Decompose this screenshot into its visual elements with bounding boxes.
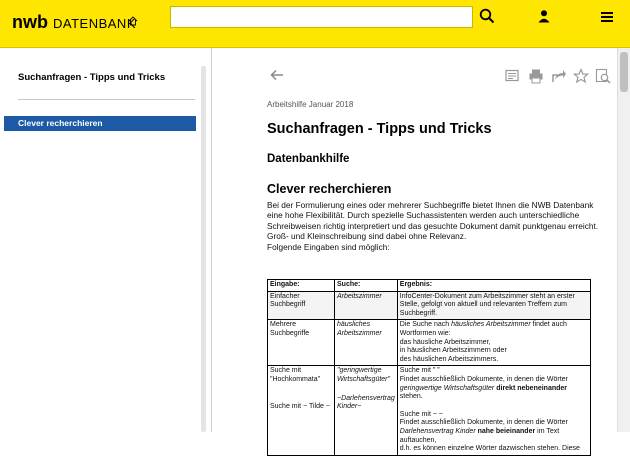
search-input[interactable] [170, 6, 473, 28]
back-button[interactable] [269, 68, 285, 82]
menu-icon-bar [601, 16, 613, 18]
result-text-italic: Darlehensvertrag Kinder [399, 427, 476, 435]
table-row [268, 366, 591, 455]
menu-icon-bar [601, 20, 613, 22]
table-header-cell: Eingabe: [268, 280, 335, 292]
table-cell-input: Mehrere Suchbegriffe [268, 320, 335, 366]
share-button[interactable] [551, 68, 567, 84]
document-scrollbar[interactable] [617, 48, 630, 432]
sidebar-scrollbar[interactable] [201, 66, 206, 432]
result-text-bold: direkt nebeneinander [496, 384, 568, 392]
menu-button[interactable] [598, 8, 616, 26]
search-document-icon [595, 68, 611, 84]
result-text: des häuslichen Arbeitszimmers. [399, 355, 499, 363]
result-text: Die Suche nach [399, 321, 450, 329]
document-category: Arbeitshilfe Januar 2018 [267, 100, 354, 109]
table-cell-search [335, 366, 398, 455]
intro-text-line2: Folgende Eingaben sind möglich: [267, 241, 390, 252]
document-subtitle: Datenbankhilfe [267, 153, 350, 165]
logo-product: DATENBANK [53, 16, 136, 31]
sidebar-divider [18, 99, 195, 100]
section-heading: Clever recherchieren [267, 182, 392, 196]
menu-icon-bar [601, 12, 613, 14]
input-text: Suche mit "Hochkommata" [270, 367, 321, 383]
share-icon [551, 68, 567, 84]
top-header [0, 0, 630, 48]
scrollbar-thumb[interactable] [620, 52, 628, 92]
table-cell-input: Einfacher Suchbegriff [268, 291, 335, 320]
table-cell-search: häusliches Arbeitszimmer [335, 320, 398, 366]
result-text: in häuslichen Arbeitszimmern oder [399, 347, 507, 355]
document-title: Suchanfragen - Tipps und Tricks [267, 121, 492, 137]
table-row [268, 291, 591, 320]
home-icon[interactable] [128, 16, 138, 26]
table-cell-input [268, 366, 335, 455]
back-arrow-icon [269, 68, 285, 82]
result-text: das häusliche Arbeitszimmer, [399, 338, 491, 346]
table-header-cell: Ergebnis: [397, 280, 590, 292]
user-button[interactable] [536, 9, 552, 25]
search-text: ~Darlehensvertrag Kinder~ [337, 394, 395, 411]
search-in-document-button[interactable] [595, 68, 611, 84]
document-icon [504, 68, 520, 84]
logo-brand: nwb [12, 12, 48, 32]
result-text: Suche mit " " [399, 367, 440, 375]
result-text-bold: nahe beieinander [477, 427, 536, 435]
result-text: Findet ausschließlich Dokumente, in denen die Wörter [399, 375, 568, 383]
print-button[interactable] [528, 68, 544, 84]
star-icon [573, 68, 589, 84]
print-icon [528, 68, 544, 84]
result-text: im Text auftauchen, [399, 427, 560, 444]
search-icon [479, 8, 495, 24]
table-cell-result [397, 366, 590, 455]
table-cell-result [397, 320, 590, 366]
sidebar-title: Suchanfragen - Tipps und Tricks [18, 72, 166, 83]
user-icon [537, 9, 551, 23]
table-header-cell: Suche: [335, 280, 398, 292]
search-syntax-table [267, 279, 591, 456]
intro-text: Bei der Formulierung eines oder mehrerer Suchbegriffe bietet Ihnen die NWB Datenbank eine hohe Flexibilität. Durch spezielle Suchassistenten werden auch unterschiedliche Schreibweisen richtig interpretiert und das gesuchte Dokument damit punktgenau erreicht. Groß- und Kleinschreibung sind dabei ohne Relevanz. [267, 200, 599, 242]
intro-paragraph [267, 200, 607, 252]
table-cell-result: InfoCenter-Dokument zum Arbeitszimmer steht an erster Stelle, gefolgt von aktuell und relevanten Treffern zum Suchbegriff. [397, 291, 590, 320]
result-text: Findet ausschließlich Dokumente, in denen die Wörter [399, 419, 568, 427]
search-text: "geringwertige Wirtschaftsgüter" [337, 367, 390, 383]
table-cell-search: Arbeitszimmer [335, 291, 398, 320]
result-text-italic: geringwertige Wirtschaftsgüter [399, 384, 495, 392]
result-text: d.h. es können einzelne Wörter dazwischen stehen. Diese [399, 445, 580, 453]
search-button[interactable] [477, 6, 497, 28]
result-text: Suche mit ~ ~ [399, 410, 443, 418]
nwb-logo[interactable] [12, 12, 136, 33]
bookmark-button[interactable] [573, 68, 589, 84]
result-text: findet auch Wortformen wie: [399, 321, 567, 337]
document-pane [213, 48, 617, 453]
sidebar-item-clever-recherchieren[interactable]: Clever recherchieren [4, 116, 196, 131]
input-text: Suche mit ~ Tilde ~ [270, 402, 330, 410]
result-text: stehen. [399, 393, 423, 401]
result-text-italic: häusliches Arbeitszimmer [451, 321, 531, 329]
table-header-row [268, 280, 591, 292]
document-view-button[interactable] [504, 68, 520, 84]
table-row [268, 320, 591, 366]
toc-sidebar [0, 48, 212, 432]
